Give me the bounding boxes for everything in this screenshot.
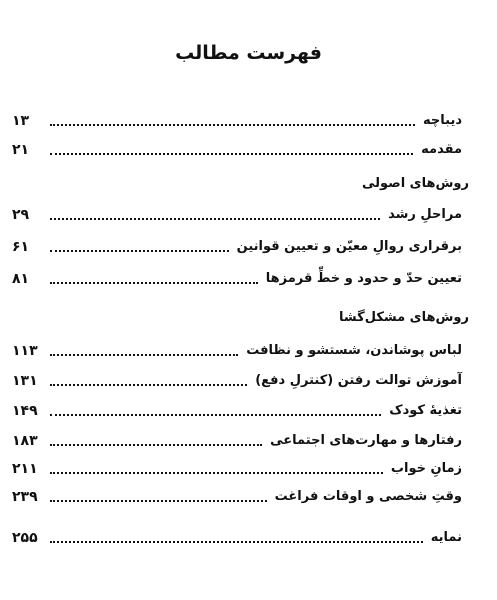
toc-entry-label: تغذیهٔ کودک bbox=[389, 403, 462, 418]
toc-entry bbox=[12, 266, 462, 288]
toc-page-number: ۱۳۱ bbox=[12, 373, 38, 389]
toc-page-number: ۲۳۹ bbox=[12, 489, 38, 505]
dot-leader bbox=[50, 250, 229, 252]
toc-entry-label: لباس پوشاندن، شستشو و نظافت bbox=[246, 343, 462, 358]
toc-entry-label: مراحلِ رشد bbox=[388, 207, 462, 222]
toc-entry bbox=[12, 202, 462, 224]
toc-entry-preface bbox=[12, 108, 462, 130]
toc-page-number: ۱۱۳ bbox=[12, 343, 38, 359]
section-heading-problem-solving: روش‌های مشکل‌گشا bbox=[339, 310, 469, 325]
page-title: فهرست مطالب bbox=[175, 42, 322, 64]
dot-leader bbox=[50, 472, 383, 474]
toc-entry-index bbox=[12, 525, 462, 547]
toc-page-number: ۱۳ bbox=[12, 113, 30, 129]
toc-page-number: ۲۵۵ bbox=[12, 530, 38, 546]
toc-page-number: ۲۱۱ bbox=[12, 461, 38, 477]
toc-page-number: ۲۹ bbox=[12, 207, 30, 223]
dot-leader bbox=[50, 218, 380, 220]
toc-entry-introduction bbox=[12, 137, 462, 159]
toc-entry bbox=[12, 368, 462, 390]
toc-entry bbox=[12, 456, 462, 478]
toc-entry-label: برقراری روالِ معیّن و تعیین قوانین bbox=[236, 239, 462, 254]
toc-entry-label: زمانِ خواب bbox=[390, 461, 462, 476]
dot-leader bbox=[50, 282, 258, 284]
toc-entry bbox=[12, 338, 462, 360]
toc-entry bbox=[12, 398, 462, 420]
toc-entry-label: رفتارها و مهارت‌های اجتماعی bbox=[270, 433, 462, 448]
toc-entry bbox=[12, 484, 462, 506]
dot-leader bbox=[50, 124, 415, 126]
section-heading-principles: روش‌های اصولی bbox=[361, 176, 469, 191]
toc-entry-label: دیباچه bbox=[423, 113, 462, 128]
dot-leader bbox=[50, 444, 262, 446]
toc-entry-label: وقتِ شخصی و اوقات فراغت bbox=[274, 489, 462, 504]
toc-page-number: ۱۴۹ bbox=[12, 403, 38, 419]
toc-entry-label: مقدمه bbox=[421, 142, 462, 157]
dot-leader bbox=[50, 500, 267, 502]
toc-entry-label: آموزش توالت رفتن (کنترلِ دفع) bbox=[255, 373, 462, 388]
toc-page-number: ۲۱ bbox=[12, 142, 30, 158]
toc-entry bbox=[12, 234, 462, 256]
toc-entry-label: نمایه bbox=[430, 530, 462, 545]
dot-leader bbox=[50, 153, 413, 155]
dot-leader bbox=[50, 384, 247, 386]
toc-entry bbox=[12, 428, 462, 450]
toc-page-number: ۶۱ bbox=[12, 239, 30, 255]
dot-leader bbox=[50, 414, 381, 416]
toc-entry-label: تعیین حدّ و حدود و خطِّ قرمزها bbox=[265, 271, 462, 286]
dot-leader bbox=[50, 354, 238, 356]
dot-leader bbox=[50, 541, 423, 543]
toc-page-number: ۱۸۳ bbox=[12, 433, 38, 449]
toc-page-number: ۸۱ bbox=[12, 271, 30, 287]
